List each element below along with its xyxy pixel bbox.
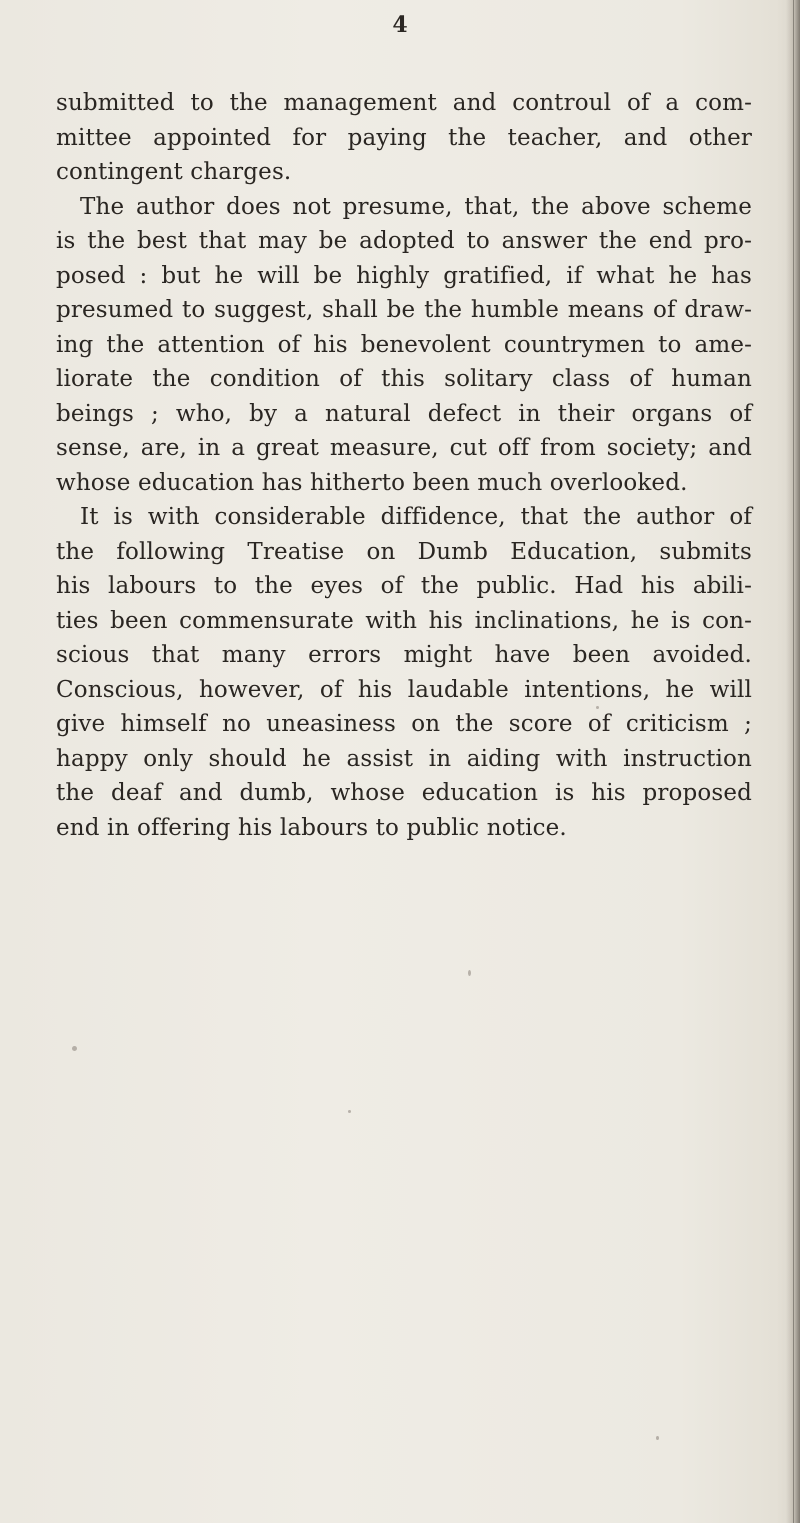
text-line: the deaf and dumb, whose education is his proposed bbox=[56, 780, 752, 806]
text-line: whose education has hitherto been much overlooked. bbox=[56, 469, 688, 496]
text-line: Conscious, however, of his laudable intentions, he will bbox=[56, 676, 752, 703]
text-line: presumed to suggest, shall be the humble means of draw- bbox=[56, 297, 752, 323]
text-line: happy only should he assist in aiding with instruction bbox=[56, 745, 752, 772]
page-edge-line bbox=[793, 0, 794, 1523]
paper-speck bbox=[596, 706, 599, 709]
text-line: liorate the condition of this solitary class of human bbox=[56, 366, 752, 392]
text-line: sense, are, in a great measure, cut off from society; and bbox=[56, 435, 752, 461]
text-line: give himself no uneasiness on the score of criticism ; bbox=[56, 711, 752, 737]
text-line: submitted to the management and controul of a com- bbox=[56, 90, 752, 116]
text-line: end in offering his labours to public notice. bbox=[56, 814, 567, 841]
text-line: the following Treatise on Dumb Education, submits bbox=[56, 538, 752, 565]
text-line: posed : but he will be highly gratified, if what he has bbox=[56, 262, 752, 289]
text-line: contingent charges. bbox=[56, 159, 292, 185]
text-line: scious that many errors might have been avoided. bbox=[56, 642, 752, 668]
paper-speck bbox=[468, 970, 471, 976]
paper-speck bbox=[348, 1110, 351, 1113]
text-line: his labours to the eyes of the public. Had his abili- bbox=[56, 573, 752, 599]
paper-speck bbox=[72, 1046, 77, 1051]
body-text bbox=[56, 86, 752, 845]
paper-speck bbox=[656, 1436, 659, 1440]
text-line: ing the attention of his benevolent countrymen to ame- bbox=[56, 331, 752, 358]
text-line: is the best that may be adopted to answer the end pro- bbox=[56, 228, 752, 254]
text-line: beings ; who, by a natural defect in their organs of bbox=[56, 400, 752, 427]
text-line: ties been commensurate with his inclinations, he is con- bbox=[56, 607, 752, 634]
text-line: The author does not presume, that, the above scheme bbox=[80, 193, 752, 220]
page-number: 4 bbox=[392, 12, 408, 38]
text-line: mittee appointed for paying the teacher, and other bbox=[56, 124, 752, 151]
text-line: It is with considerable diffidence, that the author of bbox=[80, 504, 752, 530]
